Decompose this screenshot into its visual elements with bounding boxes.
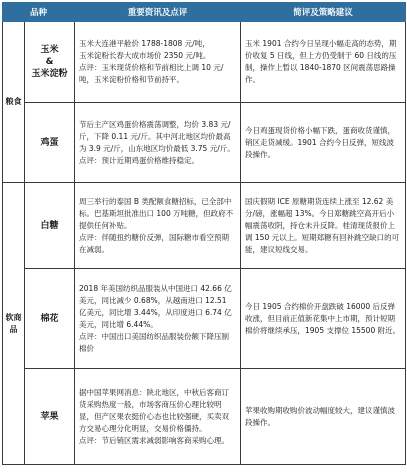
- header-review: 简评及策略建议: [241, 3, 406, 22]
- news-text: 玉米淀粉长春大成市场价 2350 元/吨。: [79, 51, 211, 60]
- table-row: [3, 269, 406, 369]
- header-news: 重要资讯及点评: [75, 3, 241, 22]
- header-variety: 品种: [3, 3, 75, 22]
- variety-cotton: 棉花: [25, 269, 75, 369]
- news-corn: [75, 22, 241, 103]
- review-text: 玉米 1901 合约今日呈现小幅走高的态势，期价收复 5 日线，但上方仍受制于 60 日线的压制，操作上暂以 1840-1870 区间震荡思路操作。: [245, 39, 397, 84]
- news-egg: [75, 103, 241, 183]
- variety-apple: 苹果: [25, 369, 75, 465]
- header-row: [3, 3, 406, 22]
- table-row: [3, 183, 406, 269]
- news-text: 据中国苹果网消息：陕北地区，中秋后客商订货采购热度一般，市场客商压价心理比较明显，但产区果农挺价心态也比较强硬，买卖双方交易心理分化明显，交易价格僵持。: [79, 387, 230, 433]
- review-apple: [241, 369, 406, 465]
- news-comment: 点评：节后销区需求减弱影响客商采购心理。: [79, 435, 230, 445]
- news-cotton: [75, 269, 241, 369]
- category-grain: 粮食: [3, 22, 25, 183]
- review-text: 国庆假期 ICE 原糖期货连续上涨至 12.62 美分/磅，涨幅超 13%。今日郑糖跳空高开后小幅震荡收阴，持仓未升反降。桂清现货报价上调 150 元以上。短期郑糖有回补跳空缺口的可能，建议短线交易。: [245, 196, 400, 254]
- variety-corn: 玉米 & 玉米淀粉: [25, 22, 75, 103]
- news-text: 2018 年美国纺织品服装从中国进口 42.66 亿美元，同比减少 0.68%，从越南进口 12.51 亿美元，同比增 3.44%，从印度进口 6.74 亿美元，同比增 6.44%。: [79, 283, 232, 329]
- news-comment: 点评：中国出口美国纺织品服装份额下降压制棉价: [79, 331, 230, 353]
- review-text: 苹果收购期收购价波动幅度较大，建议谨慎波段操作。: [245, 405, 396, 427]
- news-comment: 点评：玉米现货价格和节前相比上调 10 元/吨，玉米淀粉价格和节前持平。: [79, 63, 224, 84]
- review-text: 今日 1905 合约棉价开盘跌破 16000 后反弹收涨，但目前正值新花集中上市期，预计短期棉价将继续承压，1905 支撑位 15500 附近。: [245, 301, 401, 335]
- commodity-table: [2, 2, 406, 465]
- category-soft: 软商品: [3, 183, 25, 465]
- review-cotton: [241, 269, 406, 369]
- variety-egg: 鸡蛋: [25, 103, 75, 183]
- table-row: [3, 369, 406, 465]
- news-comment: 点评：伴随扭约糖价反弹，国际糖市看空预期在减弱。: [79, 232, 230, 254]
- news-comment: 点评：预计近期鸡蛋价格维持稳定。: [79, 155, 200, 165]
- news-text: 节后主产区鸡蛋价格震荡调整，均价 3.83 元/斤，下降 0.11 元/斤。其中河北地区均价最高为 3.9 元/斤，山东地区均价最低 3.75 元/斤。: [79, 119, 235, 153]
- news-sugar: [75, 183, 241, 269]
- news-apple: [75, 369, 241, 465]
- table-row: [3, 22, 406, 103]
- review-egg: [241, 103, 406, 183]
- review-corn: [241, 22, 406, 103]
- variety-sugar: 白糖: [25, 183, 75, 269]
- review-text: 今日鸡蛋现货价格小幅下跌，蛋商收货谨慎，销区走货减缓。1901 合约今日反弹，短线波段操作。: [245, 125, 396, 159]
- news-text: 周三举行的泰国 B 类配额食糖招标，已全部中标。巴基斯坦批准出口 100 万吨糖，但政府不提供任何补贴。: [79, 196, 234, 230]
- news-text: 玉米大连港平舱价 1788-1808 元/吨，: [79, 39, 210, 48]
- review-sugar: [241, 183, 406, 269]
- table-row: [3, 103, 406, 183]
